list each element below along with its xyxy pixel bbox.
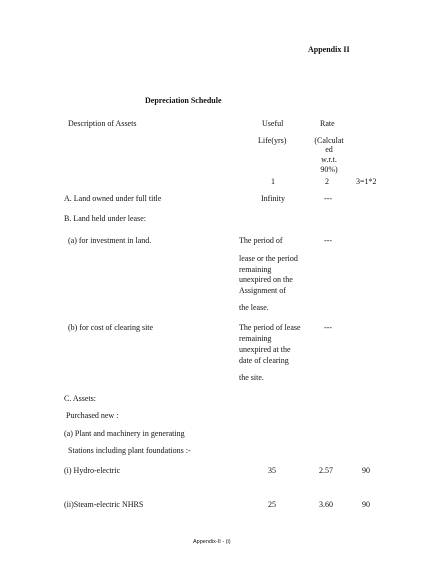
header-col1: 1 (271, 177, 275, 186)
row-b2-life-block-4: date of clearing (239, 356, 289, 365)
row-b2-life-block-1: The period of lease (239, 323, 301, 332)
row-b1-life-end: the lease. (239, 303, 269, 312)
header-rate-note-1: (Calculat (314, 136, 344, 145)
row-b1-life-block-3: unexpired on the (239, 275, 293, 284)
row-b1-life-line1: The period of (239, 236, 283, 245)
row-b1-life-block-1: lease or the period (239, 254, 298, 263)
row-c-label: C. Assets: (64, 394, 97, 403)
row-a-rate: --- (324, 194, 332, 203)
header-col3: 3=1*2 (356, 177, 377, 186)
row-b1-rate: --- (324, 236, 332, 245)
row-b2-rate: --- (324, 323, 332, 332)
header-rate: Rate (320, 119, 335, 128)
row-b2-life-block-2: remaining (239, 334, 272, 343)
row-steam-rate: 3.60 (319, 500, 333, 509)
header-description: Description of Assets (68, 119, 137, 128)
row-c-sub3: Stations including plant foundations :- (68, 446, 191, 455)
row-hydro-life: 35 (268, 466, 276, 475)
row-hydro-col3: 90 (362, 466, 370, 475)
row-c-sub1: Purchased new : (66, 411, 119, 420)
row-hydro-rate: 2.57 (319, 466, 333, 475)
row-steam-col3: 90 (362, 500, 370, 509)
page-footer: Appendix-II - (i) (193, 539, 231, 545)
row-steam-label: (ii)Steam-electric NHRS (64, 500, 144, 509)
header-useful: Useful (262, 119, 284, 128)
row-a-label: A. Land owned under full title (64, 194, 162, 203)
header-col2: 2 (325, 177, 329, 186)
row-b2-life-end: the site. (239, 373, 264, 382)
row-b-label: B. Land held under lease: (64, 214, 146, 223)
row-b1-label: (a) for investment in land. (68, 236, 152, 245)
row-b2-label: (b) for cost of clearing site (68, 323, 154, 332)
header-rate-note-4: 90%) (320, 165, 338, 174)
header-rate-note-2: ed (325, 145, 333, 154)
row-b1-life-block-2: remaining (239, 265, 272, 274)
appendix-label: Appendix II (308, 45, 350, 54)
row-b1-life-block-4: Assignment of (239, 286, 286, 295)
row-a-life: Infinity (261, 194, 285, 203)
row-c-sub2: (a) Plant and machinery in generating (64, 429, 185, 438)
row-b2-life-block-3: unexpired at the (239, 345, 291, 354)
row-hydro-label: (i) Hydro-electric (64, 466, 121, 475)
row-steam-life: 25 (268, 500, 276, 509)
header-rate-note-3: w.r.t. (321, 155, 337, 164)
header-life-yrs: Life(yrs) (258, 136, 287, 145)
page-title: Depreciation Schedule (145, 96, 222, 105)
